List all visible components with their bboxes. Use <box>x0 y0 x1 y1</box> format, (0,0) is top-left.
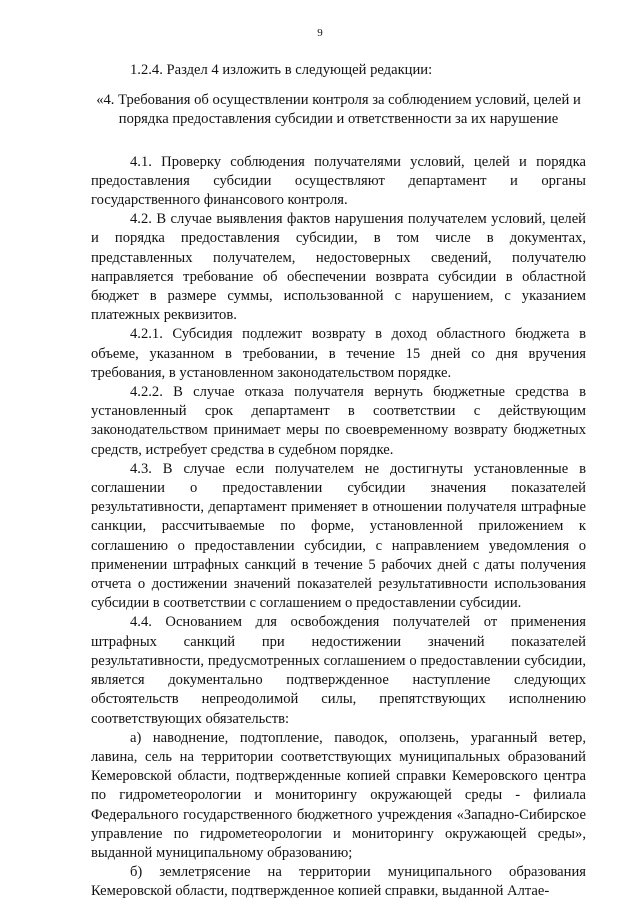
paragraph-4-2-2: 4.2.2. В случае отказа получателя вернуть бюджетные средства в установленный срок департамент в соответствии с действующим законодательством принимает меры по своевременному возврату бюджетных средств, истребует средства в судебном порядке. <box>91 384 586 458</box>
section-title: «4. Требования об осуществлении контроля за соблюдением условий, целей и порядка предоставления субсидии и ответственности за их нарушение <box>96 92 581 128</box>
paragraph-4-1: 4.1. Проверку соблюдения получателями условий, целей и порядка предоставления субсидии осуществляют департамент и органы государственного финансового контроля. <box>91 153 586 209</box>
document-body <box>91 61 586 902</box>
paragraph-4-4: 4.4. Основанием для освобождения получателей от применения штрафных санкций при недостижении значений показателей результативности, предусмотренных соглашением о предоставлении субсидии, является документально подтвержденное наступление следующих обстоятельств непреодолимой силы, препятствующих исполнению соответствующих обязательств: <box>91 614 586 727</box>
list-item-b: б) землетрясение на территории муниципального образования Кемеровской области, подтвержденное копией справки, выданной Алтае- <box>91 864 586 900</box>
paragraph-4-3: 4.3. В случае если получателем не достигнуты установленные в соглашении о предоставлении субсидии значения показателей результативности, департамент применяет в отношении получателя штрафные санкции, рассчитываемые по форме, установленной приложением к соглашению о предоставлении субсидии, с направлением уведомления о применении штрафных санкций в течение 5 рабочих дней с даты получения отчета о достижении значений показателей результативности использования субсидии в соответствии с соглашением о предоставлении субсидии. <box>91 460 586 612</box>
paragraph-4-2-1: 4.2.1. Субсидия подлежит возврату в доход областного бюджета в объеме, указанном в требовании, в течение 15 дней со дня вручения требования, в установленном законодательством порядке. <box>91 326 586 381</box>
page-number: 9 <box>317 27 323 39</box>
amendment-intro: 1.2.4. Раздел 4 изложить в следующей редакции: <box>130 62 433 78</box>
paragraph-4-2: 4.2. В случае выявления фактов нарушения получателем условий, целей и порядка предоставления субсидии, в том числе в документах, представленных получателем, недостоверных сведений, получателю направляется требование об обеспечении возврата субсидии в областной бюджет в размере суммы, использованной с нарушением, с указанием платежных реквизитов. <box>91 211 586 324</box>
list-item-a: а) наводнение, подтопление, паводок, оползень, ураганный ветер, лавина, сель на территории соответствующих муниципальных образований Кемеровской области, подтвержденные копией справки Кемеровского центра по гидрометеорологии и мониторингу окружающей среды - филиала Федерального государственного бюджетного учреждения «Западно-Сибирское управление по гидрометеорологии и мониторингу окружающей среды», выданной муниципальному образованию; <box>91 729 586 861</box>
